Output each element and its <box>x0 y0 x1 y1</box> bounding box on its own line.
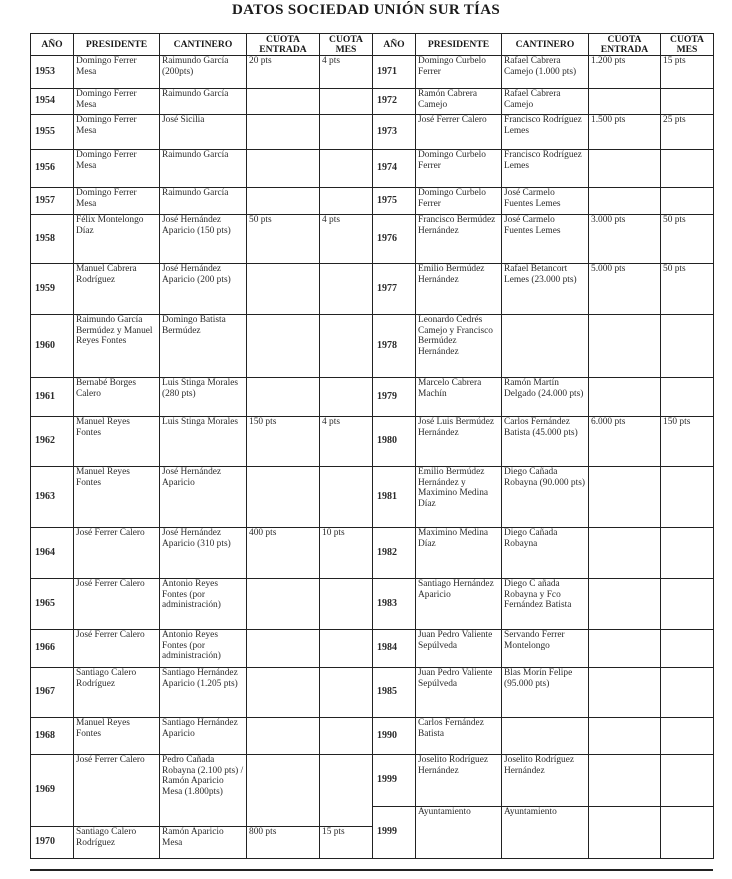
col-header-entry-fee: CUOTA ENTRADA <box>247 34 320 56</box>
entry-fee-cell: 800 pts <box>247 827 320 859</box>
president-cell: Domingo Curbelo Ferrer <box>416 56 502 89</box>
barkeeper-cell: Blas Morín Felipe (95.000 pts) <box>502 668 589 718</box>
entry-fee-cell <box>589 807 661 859</box>
table-row <box>31 264 373 315</box>
barkeeper-cell: Luis Stinga Morales <box>160 417 247 467</box>
entry-fee-cell: 150 pts <box>247 417 320 467</box>
year-cell: 1969 <box>31 755 74 827</box>
year-cell: 1961 <box>31 378 74 417</box>
entry-fee-cell <box>247 668 320 718</box>
president-cell: Santiago Hernández Aparicio <box>416 579 502 630</box>
entry-fee-cell <box>247 718 320 755</box>
barkeeper-cell: Raimundo García <box>160 150 247 188</box>
year-cell: 1999 <box>373 755 416 807</box>
table-row <box>373 668 714 718</box>
barkeeper-cell: Rafael Cabrera Camejo (1.000 pts) <box>502 56 589 89</box>
entry-fee-cell <box>589 579 661 630</box>
year-cell: 1953 <box>31 56 74 89</box>
president-cell: Santiago Calero Rodríguez <box>74 668 160 718</box>
barkeeper-cell: Francisco Rodríguez Lemes <box>502 115 589 150</box>
year-cell: 1976 <box>373 215 416 264</box>
entry-fee-cell <box>247 315 320 378</box>
monthly-fee-cell <box>661 528 714 579</box>
table-row <box>373 150 714 188</box>
monthly-fee-cell <box>320 188 373 215</box>
president-cell: José Luis Bermúdez Hernández <box>416 417 502 467</box>
barkeeper-cell: Diego Cañada Robayna <box>502 528 589 579</box>
year-cell: 1981 <box>373 467 416 528</box>
president-cell: Manuel Cabrera Rodríguez <box>74 264 160 315</box>
table-row <box>31 150 373 188</box>
col-header-president: PRESIDENTE <box>74 34 160 56</box>
col-header-year: AÑO <box>31 34 74 56</box>
table-row <box>31 467 373 528</box>
barkeeper-cell: Servando Ferrer Montelongo <box>502 630 589 668</box>
monthly-fee-cell <box>320 668 373 718</box>
president-cell: Marcelo Cabrera Machín <box>416 378 502 417</box>
barkeeper-cell: José Carmelo Fuentes Lemes <box>502 215 589 264</box>
barkeeper-cell <box>502 315 589 378</box>
entry-fee-cell <box>247 150 320 188</box>
table-row <box>373 528 714 579</box>
entry-fee-cell <box>589 718 661 755</box>
year-cell: 1954 <box>31 89 74 115</box>
barkeeper-cell: Joselito Rodríguez Hernández <box>502 755 589 807</box>
year-cell: 1990 <box>373 718 416 755</box>
monthly-fee-cell <box>661 467 714 528</box>
president-cell: José Ferrer Calero <box>74 630 160 668</box>
barkeeper-cell: Antonio Reyes Fontes (por administración) <box>160 579 247 630</box>
monthly-fee-cell <box>320 755 373 827</box>
barkeeper-cell: José Sicilia <box>160 115 247 150</box>
president-cell: Juan Pedro Valiente Sepúlveda <box>416 668 502 718</box>
table-row <box>373 378 714 417</box>
president-cell: Domingo Ferrer Mesa <box>74 188 160 215</box>
year-cell: 1967 <box>31 668 74 718</box>
barkeeper-cell: José Hernández Aparicio <box>160 467 247 528</box>
monthly-fee-cell <box>661 755 714 807</box>
president-cell: Maximino Medina Díaz <box>416 528 502 579</box>
entry-fee-cell <box>589 630 661 668</box>
barkeeper-cell: Ayuntamiento <box>502 807 589 859</box>
entry-fee-cell <box>247 579 320 630</box>
monthly-fee-cell <box>320 264 373 315</box>
barkeeper-cell: José Carmelo Fuentes Lemes <box>502 188 589 215</box>
monthly-fee-cell <box>320 315 373 378</box>
year-cell: 1972 <box>373 89 416 115</box>
year-cell: 1973 <box>373 115 416 150</box>
year-cell: 1959 <box>31 264 74 315</box>
barkeeper-cell: Antonio Reyes Fontes (por administración) <box>160 630 247 668</box>
col-header-monthly-fee: CUOTA MES <box>320 34 373 56</box>
entry-fee-cell <box>247 89 320 115</box>
barkeeper-cell: Ramón Martín Delgado (24.000 pts) <box>502 378 589 417</box>
barkeeper-cell: José Hernández Aparicio (200 pts) <box>160 264 247 315</box>
table-row <box>373 755 714 807</box>
entry-fee-cell: 20 pts <box>247 56 320 89</box>
monthly-fee-cell: 4 pts <box>320 417 373 467</box>
entry-fee-cell: 400 pts <box>247 528 320 579</box>
year-cell: 1985 <box>373 668 416 718</box>
president-cell: Manuel Reyes Fontes <box>74 417 160 467</box>
table-row <box>373 807 714 859</box>
entry-fee-cell <box>589 89 661 115</box>
entry-fee-cell <box>247 755 320 827</box>
year-cell: 1964 <box>31 528 74 579</box>
barkeeper-cell: Luis Stinga Morales (280 pts) <box>160 378 247 417</box>
table-row <box>373 579 714 630</box>
entry-fee-cell: 5.000 pts <box>589 264 661 315</box>
monthly-fee-cell <box>661 718 714 755</box>
year-cell: 1958 <box>31 215 74 264</box>
table-row <box>31 215 373 264</box>
table-row <box>31 718 373 755</box>
year-cell: 1982 <box>373 528 416 579</box>
year-cell: 1978 <box>373 315 416 378</box>
col-header-monthly-fee: CUOTA MES <box>661 34 714 56</box>
entry-fee-cell <box>589 528 661 579</box>
monthly-fee-cell <box>661 315 714 378</box>
monthly-fee-cell: 4 pts <box>320 215 373 264</box>
entry-fee-cell: 6.000 pts <box>589 417 661 467</box>
barkeeper-cell: Raimundo García <box>160 188 247 215</box>
president-cell: Emilio Bermúdez Hernández <box>416 264 502 315</box>
year-cell: 1983 <box>373 579 416 630</box>
president-cell: Emilio Bermúdez Hernández y Maximino Medina Díaz <box>416 467 502 528</box>
president-cell: Félix Montelongo Díaz <box>74 215 160 264</box>
monthly-fee-cell <box>661 579 714 630</box>
table-row <box>31 668 373 718</box>
president-cell: Domingo Ferrer Mesa <box>74 56 160 89</box>
monthly-fee-cell <box>661 807 714 859</box>
year-cell: 1960 <box>31 315 74 378</box>
table-row <box>31 755 373 827</box>
president-cell: Santiago Calero Rodríguez <box>74 827 160 859</box>
year-cell: 1957 <box>31 188 74 215</box>
data-table-left <box>30 33 373 859</box>
year-cell: 1968 <box>31 718 74 755</box>
president-cell: Domingo Curbelo Ferrer <box>416 188 502 215</box>
table-row <box>373 630 714 668</box>
president-cell: Bernabé Borges Calero <box>74 378 160 417</box>
president-cell: Raimundo García Bermúdez y Manuel Reyes Fontes <box>74 315 160 378</box>
barkeeper-cell: Rafael Cabrera Camejo <box>502 89 589 115</box>
barkeeper-cell: Carlos Fernández Batista (45.000 pts) <box>502 417 589 467</box>
col-header-year: AÑO <box>373 34 416 56</box>
year-cell: 1979 <box>373 378 416 417</box>
table-row <box>31 56 373 89</box>
entry-fee-cell <box>589 755 661 807</box>
president-cell: Juan Pedro Valiente Sepúlveda <box>416 630 502 668</box>
year-cell: 1965 <box>31 579 74 630</box>
table-row <box>31 630 373 668</box>
table-row <box>31 378 373 417</box>
monthly-fee-cell: 10 pts <box>320 528 373 579</box>
president-cell: Francisco Bermúdez Hernández <box>416 215 502 264</box>
table-body-left <box>31 56 373 859</box>
year-cell: 1974 <box>373 150 416 188</box>
monthly-fee-cell <box>320 467 373 528</box>
barkeeper-cell: Raimundo García <box>160 89 247 115</box>
entry-fee-cell <box>589 668 661 718</box>
table-row <box>373 315 714 378</box>
table-row <box>373 718 714 755</box>
table-row <box>373 467 714 528</box>
entry-fee-cell <box>247 630 320 668</box>
header-row <box>31 34 373 56</box>
table-row <box>31 827 373 859</box>
entry-fee-cell <box>247 467 320 528</box>
president-cell: José Ferrer Calero <box>74 528 160 579</box>
table-row <box>31 579 373 630</box>
president-cell: José Ferrer Calero <box>416 115 502 150</box>
barkeeper-cell: Pedro Cañada Robayna (2.100 pts) / Ramón Aparicio Mesa (1.800pts) <box>160 755 247 827</box>
barkeeper-cell: Diego C añada Robayna y Fco Fernández Batista <box>502 579 589 630</box>
barkeeper-cell: Ramón Aparicio Mesa <box>160 827 247 859</box>
monthly-fee-cell <box>661 630 714 668</box>
barkeeper-cell: Domingo Batista Bermúdez <box>160 315 247 378</box>
table-row <box>31 89 373 115</box>
year-cell: 1971 <box>373 56 416 89</box>
col-header-barkeeper: CANTINERO <box>160 34 247 56</box>
president-cell: Manuel Reyes Fontes <box>74 467 160 528</box>
entry-fee-cell <box>247 115 320 150</box>
table-row <box>31 188 373 215</box>
monthly-fee-cell <box>661 378 714 417</box>
monthly-fee-cell <box>320 718 373 755</box>
entry-fee-cell: 3.000 pts <box>589 215 661 264</box>
barkeeper-cell: José Hernández Aparicio (150 pts) <box>160 215 247 264</box>
barkeeper-cell: Santiago Hernández Aparicio (1.205 pts) <box>160 668 247 718</box>
entry-fee-cell: 1.500 pts <box>589 115 661 150</box>
monthly-fee-cell <box>320 378 373 417</box>
entry-fee-cell <box>589 467 661 528</box>
monthly-fee-cell <box>320 115 373 150</box>
year-cell: 1975 <box>373 188 416 215</box>
barkeeper-cell: Francisco Rodríguez Lemes <box>502 150 589 188</box>
year-cell: 1956 <box>31 150 74 188</box>
president-cell: Domingo Curbelo Ferrer <box>416 150 502 188</box>
monthly-fee-cell <box>661 89 714 115</box>
president-cell: Domingo Ferrer Mesa <box>74 89 160 115</box>
year-cell: 1966 <box>31 630 74 668</box>
entry-fee-cell <box>589 378 661 417</box>
entry-fee-cell <box>247 264 320 315</box>
president-cell: José Ferrer Calero <box>74 755 160 827</box>
president-cell: Carlos Fernández Batista <box>416 718 502 755</box>
table-bottom-rule <box>30 869 713 871</box>
table-row <box>373 89 714 115</box>
monthly-fee-cell: 15 pts <box>661 56 714 89</box>
monthly-fee-cell: 25 pts <box>661 115 714 150</box>
table-row <box>31 315 373 378</box>
monthly-fee-cell: 4 pts <box>320 56 373 89</box>
year-cell: 1984 <box>373 630 416 668</box>
president-cell: Domingo Ferrer Mesa <box>74 150 160 188</box>
president-cell: José Ferrer Calero <box>74 579 160 630</box>
table-body-right <box>373 56 714 859</box>
president-cell: Domingo Ferrer Mesa <box>74 115 160 150</box>
year-cell: 1977 <box>373 264 416 315</box>
monthly-fee-cell: 150 pts <box>661 417 714 467</box>
page-title: DATOS SOCIEDAD UNIÓN SUR TÍAS <box>232 2 500 18</box>
barkeeper-cell <box>502 718 589 755</box>
president-cell: Ramón Cabrera Camejo <box>416 89 502 115</box>
monthly-fee-cell <box>320 89 373 115</box>
monthly-fee-cell <box>661 668 714 718</box>
year-cell: 1980 <box>373 417 416 467</box>
monthly-fee-cell <box>320 630 373 668</box>
table-row <box>373 215 714 264</box>
year-cell: 1955 <box>31 115 74 150</box>
barkeeper-cell: Santiago Hernández Aparicio <box>160 718 247 755</box>
entry-fee-cell: 50 pts <box>247 215 320 264</box>
barkeeper-cell: José Hernández Aparicio (310 pts) <box>160 528 247 579</box>
year-cell: 1970 <box>31 827 74 859</box>
barkeeper-cell: Raimundo García (200pts) <box>160 56 247 89</box>
table-row <box>31 528 373 579</box>
year-cell: 1999 <box>373 807 416 859</box>
entry-fee-cell <box>247 378 320 417</box>
president-cell: Manuel Reyes Fontes <box>74 718 160 755</box>
table-row <box>373 188 714 215</box>
entry-fee-cell <box>589 315 661 378</box>
table-row <box>31 115 373 150</box>
entry-fee-cell <box>247 188 320 215</box>
table-row <box>373 264 714 315</box>
president-cell: Ayuntamiento <box>416 807 502 859</box>
barkeeper-cell: Diego Cañada Robayna (90.000 pts) <box>502 467 589 528</box>
header-row <box>373 34 714 56</box>
entry-fee-cell <box>589 188 661 215</box>
monthly-fee-cell: 50 pts <box>661 264 714 315</box>
data-table-right <box>372 33 714 859</box>
table-row <box>31 417 373 467</box>
monthly-fee-cell <box>661 188 714 215</box>
col-header-barkeeper: CANTINERO <box>502 34 589 56</box>
entry-fee-cell <box>589 150 661 188</box>
table-row <box>373 56 714 89</box>
president-cell: Leonardo Cedrés Camejo y Francisco Bermúdez Hernández <box>416 315 502 378</box>
monthly-fee-cell <box>320 579 373 630</box>
year-cell: 1962 <box>31 417 74 467</box>
barkeeper-cell: Rafael Betancort Lemes (23.000 pts) <box>502 264 589 315</box>
year-cell: 1963 <box>31 467 74 528</box>
col-header-entry-fee: CUOTA ENTRADA <box>589 34 661 56</box>
entry-fee-cell: 1.200 pts <box>589 56 661 89</box>
col-header-president: PRESIDENTE <box>416 34 502 56</box>
table-row <box>373 115 714 150</box>
monthly-fee-cell: 50 pts <box>661 215 714 264</box>
monthly-fee-cell <box>661 150 714 188</box>
monthly-fee-cell: 15 pts <box>320 827 373 859</box>
president-cell: Joselito Rodríguez Hernández <box>416 755 502 807</box>
table-row <box>373 417 714 467</box>
monthly-fee-cell <box>320 150 373 188</box>
